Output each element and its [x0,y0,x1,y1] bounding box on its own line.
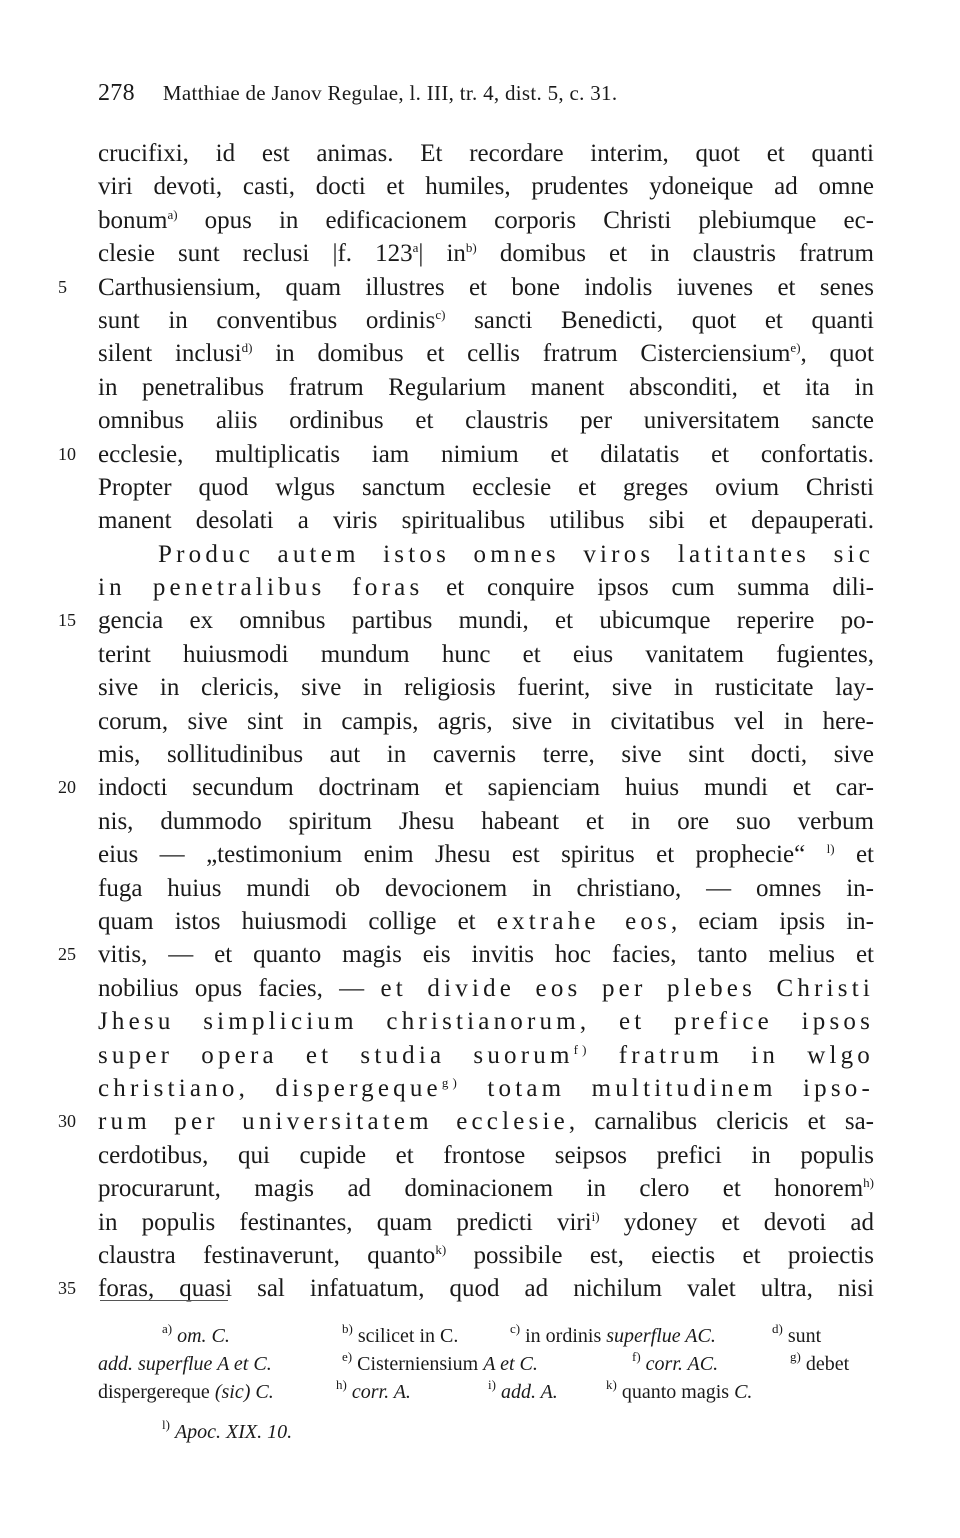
text-line: Propter quod wlgus sanctum ecclesie et greges ovium Christi [98,473,874,501]
text-line: viri devoti, casti, docti et humiles, prudentes ydoneique ad omne [98,173,874,201]
text-line: cerdotibus, qui cupide et frontose seipsos prefici in populis [98,1141,874,1169]
text-line: 35 foras, quasi sal infatuatum, quod ad nichilum valet ultra, nisi [98,1272,874,1305]
text-line: in penetralibus foras et conquire ipsos cum summa dili- [98,574,874,602]
text-line: fuga huius mundi ob devocionem in christiano, — omnes in- [98,874,874,902]
footnote-ref: b) [465,240,477,256]
text-line: christiano, dispergeque$^{g)}$ totam multitudinem ipso- [98,1074,874,1102]
footnote-ref: a) [167,206,178,222]
footnote-line: add. superflue A et C. $^{e)}$ Cisterniensium A et C. $^{f)}$ corr. AC. $^{g)}$ debet [98,1349,850,1375]
text-line: 10 ecclesie, multiplicatis iam nimium et dilatatis et confortatis. [98,438,874,471]
text-line: super opera et studia suorum$^{f)}$ fratrum in wlgo [98,1041,874,1069]
footnote-ref: e) [790,340,801,356]
line-number: 20 [58,777,76,798]
footnote-ref: d) [241,340,253,356]
text-line: sive in clericis, sive in religiosis fuerint, sive in rusticitate lay- [98,674,874,702]
footnote-ref: i) [591,1208,600,1224]
line-number: 15 [58,610,76,631]
text-line: clesie sunt reclusi |f. 123$^a$| $in^{b)}$ domibus et in claustris fratrum [98,240,874,268]
text-line: in penetralibus fratrum Regularium manent absconditi, et ita in [98,373,874,401]
text-line: corum, sive sint in campis, agris, sive in civitatibus vel in here- [98,707,874,735]
footnote-ref: g) [441,1074,462,1090]
text-line: nobilius opus facies, — et divide eos per plebes Christi [98,974,874,1002]
text-line: 20 indocti secundum doctrinam et sapienciam huius mundi et car- [98,771,874,804]
running-header [98,80,617,107]
footnote-ref: l) [826,841,835,857]
footnote-ref: f) [573,1041,591,1057]
text-line: nis, dummodo spiritum Jhesu habeant et in ore suo verbum [98,807,874,835]
line-number: 35 [58,1278,76,1299]
text-line: procurarunt, magis ad dominacionem in clero et honorem$^{h)}$ [98,1175,874,1203]
text-line: sunt in conventibus ordinis$^{c)}$ sancti Benedicti, quot et quanti [98,306,874,334]
text-line: mis, sollitudinibus aut in cavernis terre, sive sint docti, sive [98,741,874,769]
footnote-line: dispergereque (sic) C. $^{h)}$ corr. A. $^{i)}$ add. A. $^{k)}$ quanto magis C. [98,1377,753,1403]
text-line: manent desolati a viris spiritualibus utilibus sibi et depauperati. [98,507,874,535]
text-line: terint huiusmodi mundum hunc et eius vanitatem fugientes, [98,640,874,668]
text-line: Produc autem istos omnes viros latitantes sic [158,540,874,568]
text-line: 15 gencia ex omnibus partibus mundi, et ubicumque reperire po- [98,604,874,637]
text-line: 30 rum per universitatem ecclesie, carnalibus clericis et sa- [98,1105,874,1138]
main-text [58,137,875,1306]
footnote-line: $^{a)}$ om. C. $^{b)}$ scilicet in C. $^{c)}$ in ordinis superflue AC. $^{d)}$ sunt [162,1321,822,1347]
text-line: silent inclusi$^{d)}$ in domibus et cellis fratrum Cisterciensium$^{e)}$, quot [98,340,875,368]
text-line: in populis festinantes, quam predicti viri$^{i)}$ ydoney et devoti ad [98,1208,874,1236]
text-line: eius — „testimonium enim Jhesu est spiritus et prophecie“ $^{l)}$ et [98,841,875,869]
text-line: claustra festinaverunt, quanto$^{k)}$ possibile est, eiectis et proiectis [98,1241,874,1269]
line-number: 25 [58,944,76,965]
running-title: Matthiae de Janov Regulae, l. III, tr. 4, dist. 5, c. 31. [162,81,618,105]
text-line: 25 vitis, — et quanto magis eis invitis hoc facies, tanto melius et [98,938,874,971]
line-number: 5 [58,276,67,297]
footnote-separator [100,1300,228,1301]
line-number: 30 [58,1111,76,1132]
text-line: quam istos huiusmodi collige et extrahe eos, eciam ipsis in- [98,907,874,935]
text-line: Jhesu simplicium christianorum, et prefice ipsos [98,1008,874,1036]
text-line: crucifixi, id est animas. Et recordare interim, quot et quanti [98,140,874,167]
text-line: bonum$^{a)}$ opus in edificacionem corporis Christi plebiumque ec- [98,206,874,234]
page-number: 278 [98,80,135,106]
line-number: 10 [58,443,76,464]
footnote-ref: h) [863,1175,874,1191]
footnote-ref: c) [435,306,446,322]
footnote-ref: k) [435,1241,447,1257]
text-line: 5 Carthusiensium, quam illustres et bone indolis iuvenes et senes [98,271,874,304]
text-line: omnibus aliis ordinibus et claustris per universitatem sancte [98,407,874,435]
footnote-line: $^{l)}$ Apoc. XIX. 10. [162,1417,293,1443]
